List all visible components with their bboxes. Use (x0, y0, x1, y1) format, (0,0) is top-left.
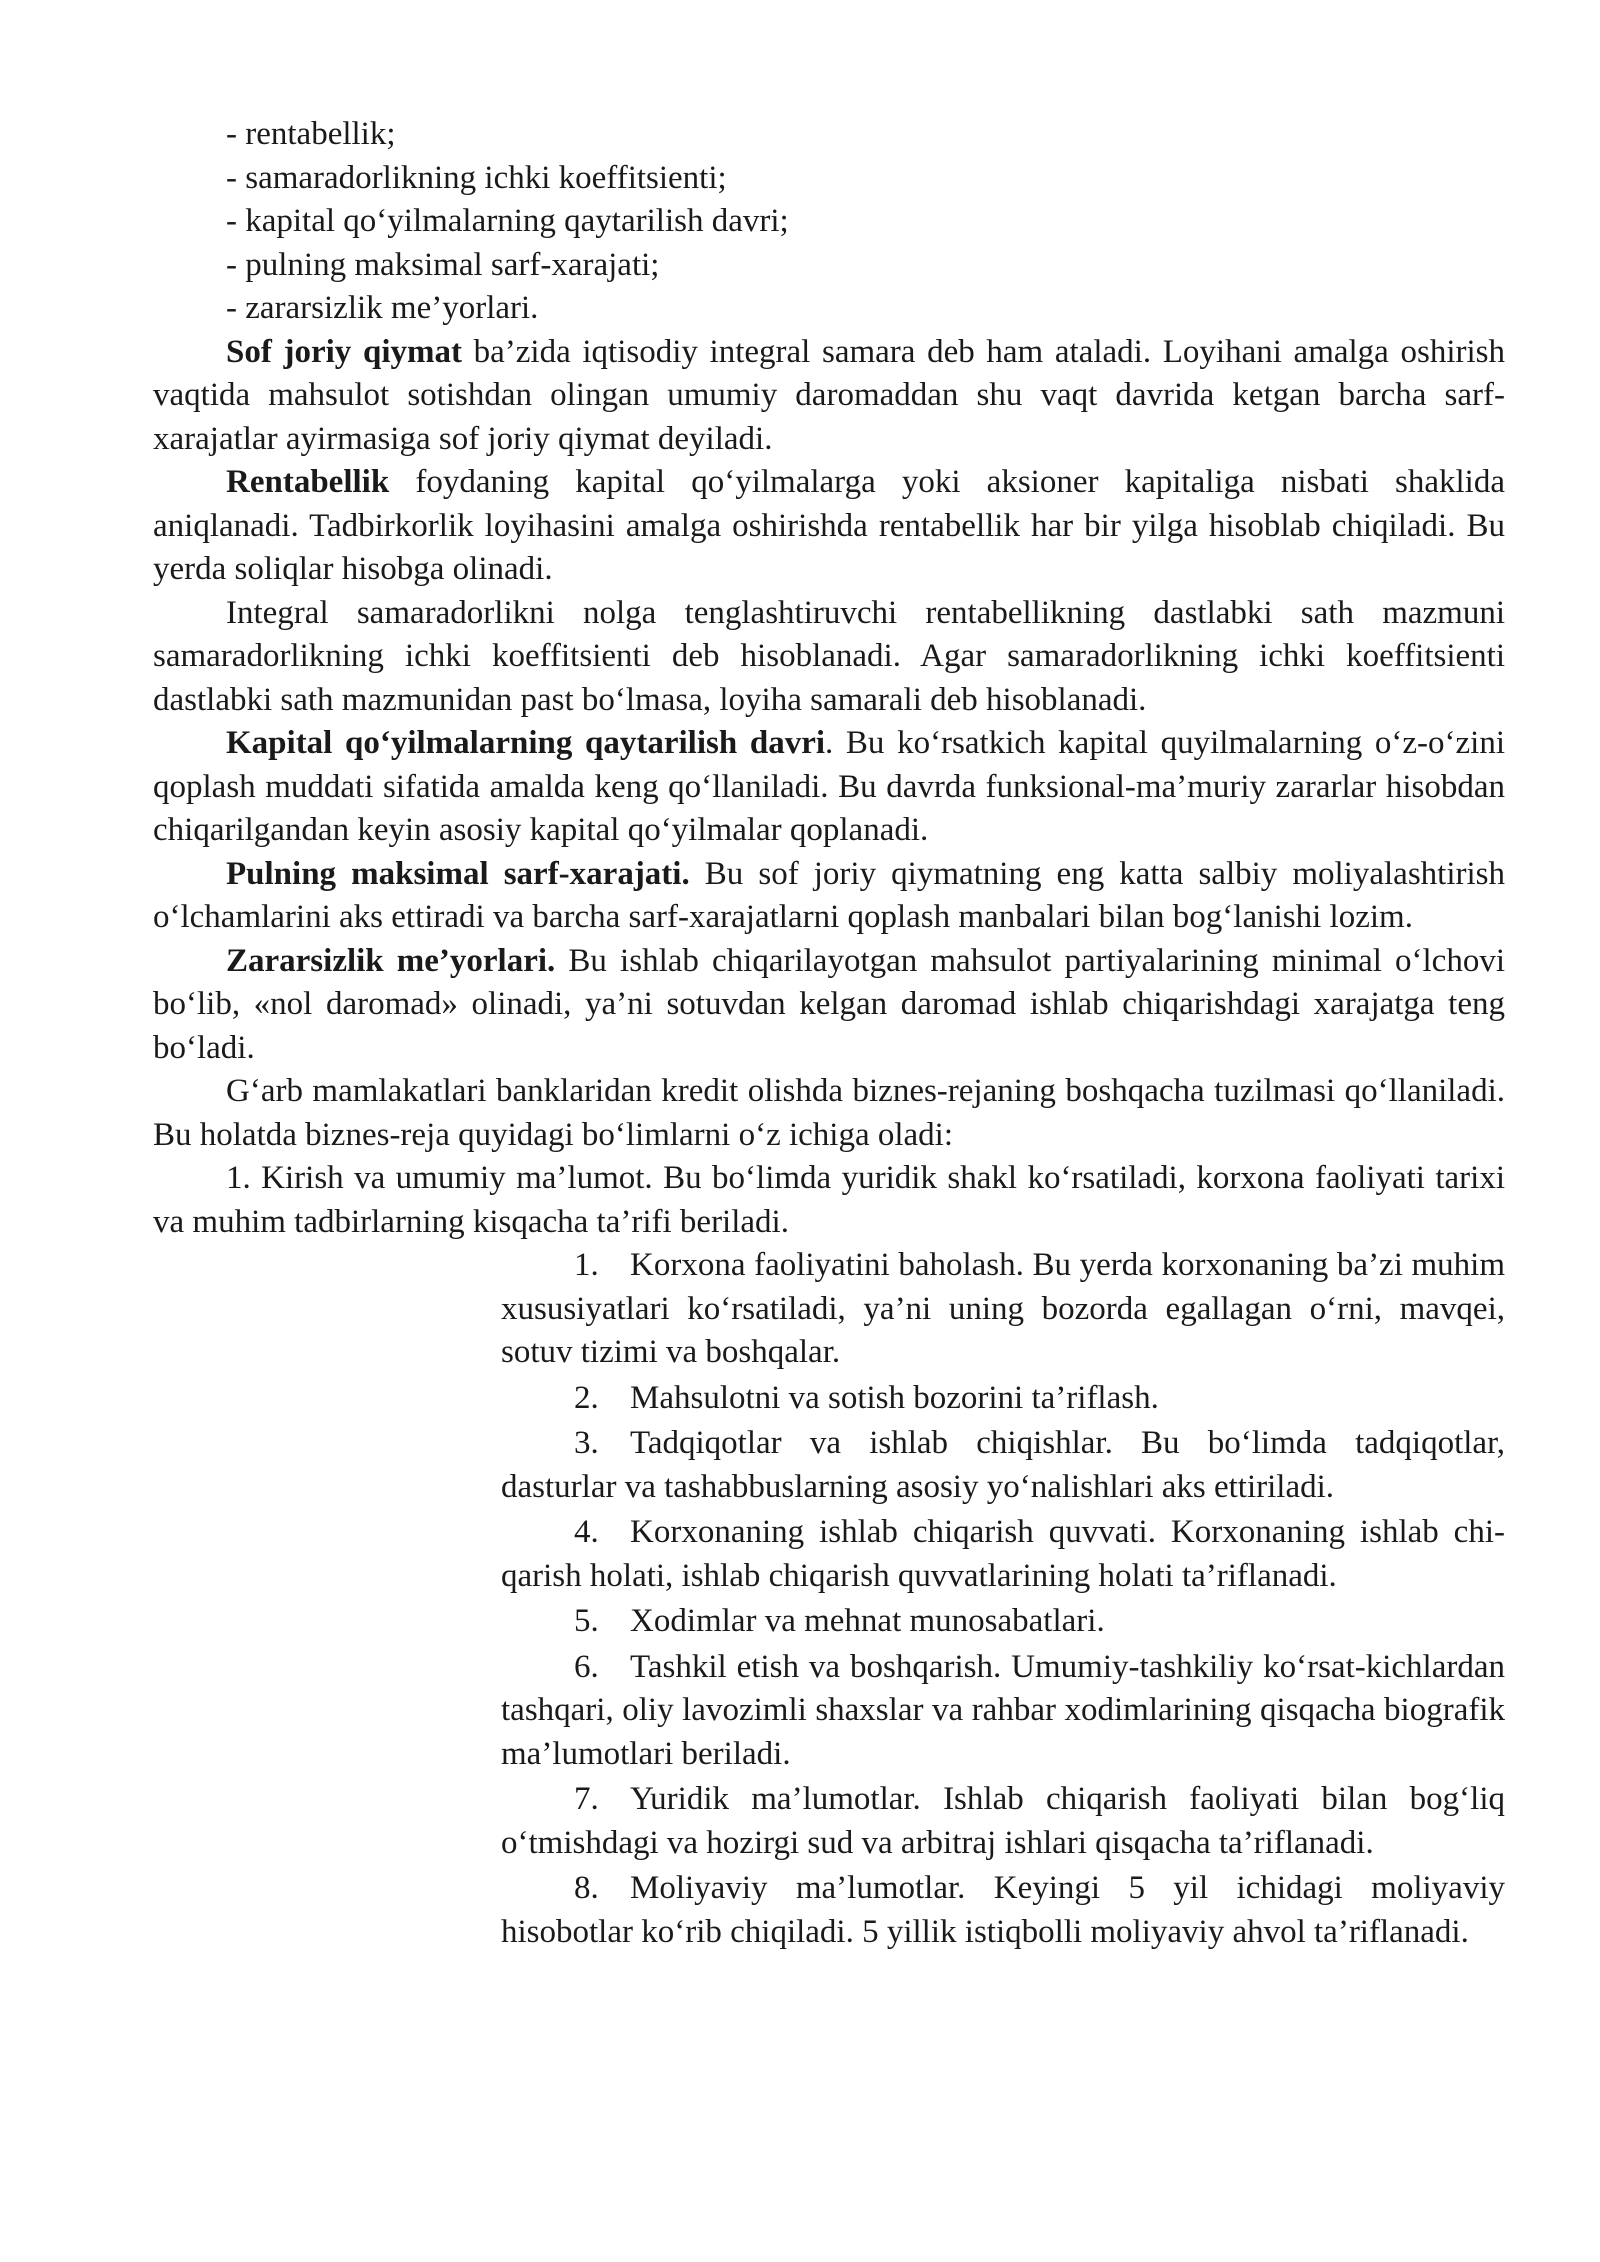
term: Pulning maksimal sarf-xarajati. (226, 855, 690, 892)
paragraph-text: Bu ishlab chiqarilayotgan mahsulot partiyalarining minimal o‘lchovi bo‘lib, «nol daromad» olinadi, ya’ni sotuvdan kelgan daromad ishlab chiqarishdagi xarajatga teng bo‘ladi. (153, 942, 1505, 1066)
indicator-list (153, 113, 1505, 331)
paragraph-pulning (153, 853, 1505, 940)
list-item (501, 1867, 1505, 1954)
list-item: - pulning maksimal sarf-xarajati; (226, 246, 660, 283)
term: Sof joriy qiymat (226, 333, 462, 370)
list-item (501, 1778, 1505, 1865)
list-item (501, 1377, 1505, 1421)
paragraph-sof-joriy-qiymat (153, 331, 1505, 462)
item-text: Tadqiqotlar va ishlab chiqishlar. Bu bo‘limda tadqiqotlar, dasturlar va tashabbuslarning asosiy yo‘nalishlari aks ettiriladi. (501, 1425, 1505, 1505)
paragraph-text: Integral samaradorlikni nolga tenglashtiruvchi rentabellikning dastlabki sath mazmuni samaradorlikning ichki koeffitsienti deb hisoblanadi. Agar samaradorlikning ichki koeffitsienti dastlabki sath mazmunidan past bo‘lmasa, loyiha samarali deb hisoblanadi. (153, 594, 1505, 718)
paragraph-rentabellik (153, 461, 1505, 592)
paragraph-kapital (153, 722, 1505, 853)
item-text: Moliyaviy ma’lumotlar. Keyingi 5 yil ichidagi moliyaviy hisobotlar ko‘rib chiqiladi. 5 yillik istiqbolli moliyaviy ahvol ta’riflanadi. (501, 1870, 1505, 1950)
document-page (153, 113, 1505, 1956)
item-text: Yuridik ma’lumotlar. Ishlab chiqarish faoliyati bilan bog‘liq o‘tmishdagi va hozirgi sud va arbitraj ishlari qisqacha ta’riflanadi. (501, 1781, 1505, 1861)
item-text: Tashkil etish va boshqarish. Umumiy-tashkiliy ko‘rsat-kichlardan tashqari, oliy lavozimli shaxslar va rahbar xodimlarining qisqacha biografik ma’lumotlari beriladi. (501, 1648, 1505, 1772)
paragraph-kirish (153, 1157, 1505, 1244)
item-number: 7. (574, 1781, 599, 1817)
item-number: 5. (574, 1603, 599, 1639)
paragraph-zararsizlik (153, 940, 1505, 1071)
list-item: - zararsizlik me’yorlari. (226, 290, 539, 326)
item-number: 2. (574, 1379, 599, 1416)
list-item (501, 1646, 1505, 1777)
paragraph-text: . Bu ko‘rsatkich kapital quyilmalarning o‘z-o‘zini qoplash muddati sifatida amalda keng qo‘llaniladi. Bu davrda funksional-ma’muriy zararlar hisobdan chiqarilgandan keyin asosiy kapital qo‘yilmalar qoplanadi. (153, 725, 1505, 848)
paragraph-text: G‘arb mamlakatlari banklaridan kredit olishda biznes-rejaning boshqacha tuzilmasi qo‘llaniladi. Bu holatda biznes-reja quyidagi bo‘limlarni o‘z ichiga oladi: (153, 1073, 1505, 1153)
paragraph-text: 1. Kirish va umumiy ma’lumot. Bu bo‘limda yuridik shakl ko‘rsatiladi, korxona faoliyati tarixi va muhim tadbirlarning kisqacha ta’rifi beriladi. (153, 1160, 1505, 1240)
list-item (501, 1511, 1505, 1598)
paragraph-integral (153, 592, 1505, 723)
paragraph-text: foydaning kapital qo‘yilmalarga yoki aksioner kapitaliga nisbati shaklida aniqlanadi. Tadbirkorlik loyihasini amalga oshirishda rentabellik har bir yilga hisoblab chiqiladi. Bu yerda soliqlar hisobga olinadi. (153, 464, 1505, 587)
list-item (501, 1600, 1505, 1644)
paragraph-text: ba’zida iqtisodiy integral samara deb ham ataladi. Loyihani amalga oshirish vaqtida mahsulot sotishdan olingan umumiy daromaddan shu vaqt davrida ketgan barcha sarf-xarajatlar ayirmasiga sof joriy qiymat deyiladi. (153, 333, 1505, 457)
paragraph-garb (153, 1070, 1505, 1157)
item-number: 3. (574, 1425, 599, 1461)
item-number: 4. (574, 1514, 599, 1550)
item-number: 1. (574, 1247, 599, 1283)
list-item: - samaradorlikning ichki koeffitsienti; (226, 159, 727, 196)
item-text: Xodimlar va mehnat munosabatlari. (630, 1603, 1105, 1639)
section-list (501, 1244, 1505, 1954)
item-number: 8. (574, 1870, 599, 1906)
list-item: - rentabellik; (226, 116, 396, 152)
item-text: Korxona faoliyatini baholash. Bu yerda korxonaning ba’zi muhim xususiyatlari ko‘rsatiladi, ya’ni uning bozorda egallagan o‘rni, mavqei, sotuv tizimi va boshqalar. (501, 1247, 1505, 1370)
item-number: 6. (574, 1648, 599, 1685)
paragraph-text: Bu sof joriy qiymatning eng katta salbiy moliyalashtirish o‘lchamlarini aks ettiradi va barcha sarf-xarajatlarni qoplash manbalari bilan bog‘lanishi lozim. (153, 855, 1505, 935)
term: Rentabellik (226, 464, 390, 500)
term: Kapital qo‘yilmalarning qaytarilish davri (226, 725, 826, 761)
item-text: Mahsulotni va sotish bozorini ta’riflash. (630, 1379, 1159, 1416)
term: Zararsizlik me’yorlari. (226, 942, 556, 979)
list-item (501, 1244, 1505, 1375)
item-text: Korxonaning ishlab chiqarish quvvati. Korxonaning ishlab chi-qarish holati, ishlab chiqarish quvvatlarining holati ta’riflanadi. (501, 1514, 1505, 1594)
list-item (501, 1422, 1505, 1509)
list-item: - kapital qo‘yilmalarning qaytarilish davri; (226, 203, 789, 239)
